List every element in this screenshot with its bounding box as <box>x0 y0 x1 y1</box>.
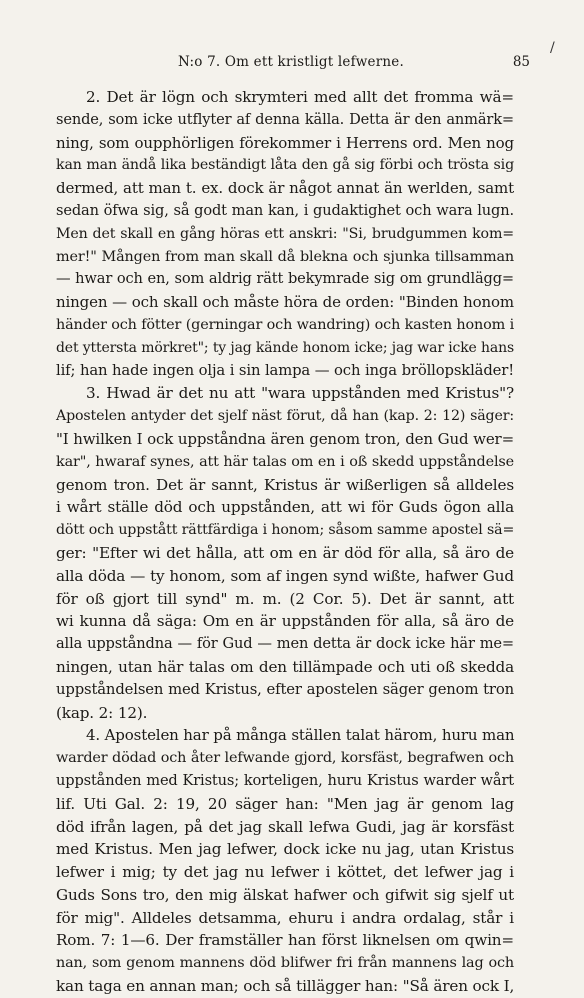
text-line: uppstånden med Kristus; korteligen, huru Kristus warder wårt <box>56 771 514 789</box>
text-line: ningen — och skall och måste höra de orden: "Binden honom <box>56 293 514 312</box>
text-line: ning, som oupphörligen förekommer i Herrens ord. Men nog <box>56 133 514 152</box>
text-line: (kap. 2: 12). <box>56 703 148 722</box>
text-line: alla uppståndna — för Gud — men detta är dock icke här me= <box>56 635 514 653</box>
text-line: 4. Apostelen har på många ställen talat härom, huru man <box>86 726 515 745</box>
text-line: warder dödad och åter lefwande gjord, korsfäst, begrafwen och <box>56 750 514 767</box>
page-number: 85 <box>512 54 530 70</box>
text-line: Apostelen antyder det sjelf näst förut, då han (kap. 2: 12) säger: <box>56 408 514 425</box>
text-line: lefwer i mig; ty det jag nu lefwer i köttet, det lefwer jag i <box>56 863 514 882</box>
body-text <box>56 86 514 998</box>
running-header <box>60 54 530 74</box>
text-line: det yttersta mörkret"; ty jag kände honom icke; jag war icke hans <box>56 339 514 356</box>
text-line: "I hwilken I ock uppståndna ären genom tron, den Gud wer= <box>56 429 514 448</box>
text-line: — hwar och en, som aldrig rätt bekymrade sig om grundlägg= <box>56 270 514 288</box>
text-line: lif. Uti Gal. 2: 19, 20 säger han: "Men jag är genom lag <box>56 794 514 813</box>
text-line: 2. Det är lögn och skrymteri med allt det fromma wä= <box>86 88 514 106</box>
text-line: kan taga en annan man; och så tillägger han: "Så ären ock I, <box>56 977 515 996</box>
chapter-title: N:o 7. Om ett kristligt lefwerne. <box>178 54 404 70</box>
text-line: mer!" Mången from man skall då blekna och sjunka tillsamman <box>56 248 514 265</box>
text-line: nan, som genom mannens död blifwer fri från mannens lag och <box>56 955 514 972</box>
text-line: Men det skall en gång höras ett anskri: "Si, brudgummen kom= <box>56 225 514 242</box>
text-line: ger: "Efter wi det hålla, att om en är död för alla, så äro de <box>56 543 514 562</box>
text-line: med Kristus. Men jag lefwer, dock icke nu jag, utan Kristus <box>56 840 514 859</box>
text-line: 3. Hwad är det nu att "wara uppstånden med Kristus"? <box>86 384 514 403</box>
text-line: kar", hwaraf synes, att här talas om en i oß skedd uppståndelse <box>56 453 514 470</box>
text-line: för oß gjort till synd" m. m. (2 Cor. 5). Det är sannt, att <box>56 589 514 608</box>
text-line: alla döda — ty honom, som af ingen synd wißte, hafwer Gud <box>56 566 514 585</box>
text-line: sedan öfwa sig, så godt man kan, i gudaktighet och wara lugn. <box>56 201 514 219</box>
text-line: sende, som icke utflyter af denna källa. Detta är den anmärk= <box>56 110 514 128</box>
text-line: dött och uppstått rättfärdiga i honom; såsom samme apostel sä= <box>56 522 515 539</box>
text-line: dermed, att man t. ex. dock är något annat än werlden, samt <box>56 179 514 198</box>
text-line: wi kunna då säga: Om en är uppstånden för alla, så äro de <box>56 612 514 631</box>
text-line: uppståndelsen med Kristus, efter apostelen säger genom tron <box>56 680 514 698</box>
text-line: död ifrån lagen, på det jag skall lefwa Gudi, jag är korsfäst <box>56 817 514 836</box>
text-line: Guds Sons tro, den mig älskat hafwer och gifwit sig sjelf ut <box>56 885 514 904</box>
text-line: ningen, utan här talas om den tillämpade och uti oß skedda <box>56 657 514 676</box>
text-line: händer och fötter (gerningar och wandring) och kasten honom i <box>56 316 515 333</box>
text-line: genom tron. Det är sannt, Kristus är wißerligen så alldeles <box>56 475 514 494</box>
text-line: kan man ändå lika beständigt låta den gå sig förbi och trösta sig <box>56 157 514 174</box>
text-line: lif; han hade ingen olja i sin lampa — och inga bröllopskläder! <box>56 361 514 379</box>
text-line: för mig". Alldeles detsamma, ehuru i andra ordalag, står i <box>56 908 514 927</box>
margin-mark: / <box>550 40 555 56</box>
text-line: i wårt ställe död och uppstånden, att wi för Guds ögon alla <box>56 498 514 517</box>
text-line: Rom. 7: 1—6. Der framställer han först liknelsen om qwin= <box>56 931 514 950</box>
